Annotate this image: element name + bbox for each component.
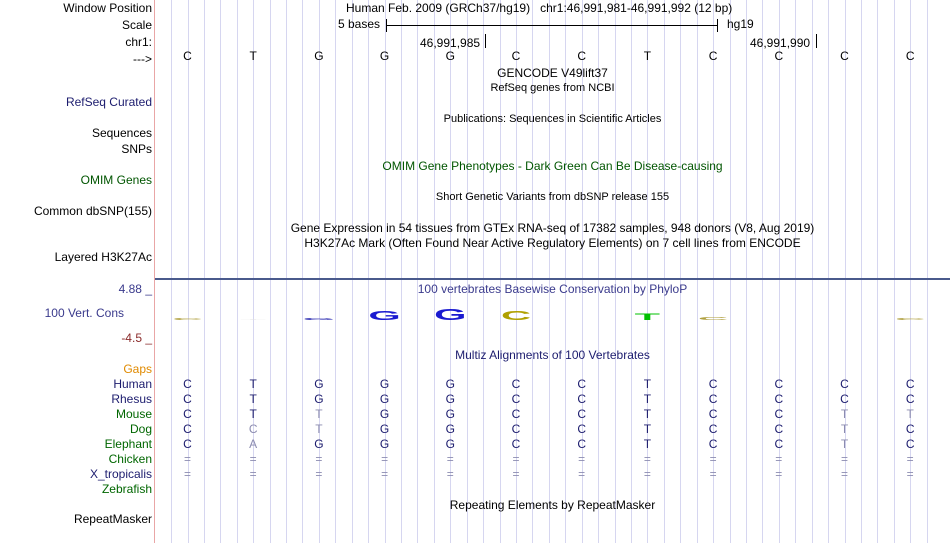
gencode-track-title[interactable]: GENCODE V49lift37 [497, 66, 608, 80]
alignment-base: T [249, 407, 257, 421]
alignment-base: C [511, 422, 521, 436]
scale-bar-left-tick [386, 19, 387, 32]
alignment-base: C [840, 377, 849, 391]
alignment-base: = [578, 452, 586, 466]
species-label: Zebrafish [101, 482, 152, 496]
h3k27ac-track-label[interactable]: Layered H3K27Ac [54, 250, 152, 264]
alignment-base: T [643, 407, 652, 421]
phylop-logo-base: T [634, 311, 661, 323]
alignment-base: = [315, 452, 323, 466]
alignment-base: C [774, 422, 784, 436]
alignment-base: G [445, 437, 455, 451]
alignment-base: C [905, 437, 915, 451]
gaps-label: Gaps [123, 362, 152, 376]
sequence-base: G [379, 49, 390, 63]
alignment-base: = [381, 467, 389, 481]
alignment-base: T [643, 437, 652, 451]
window-position-value: Human Feb. 2009 (GRCh37/hg19) chr1:46,991,981-46,991,992 (12 bp) [346, 1, 733, 15]
alignment-base: C [183, 392, 192, 406]
phylop-logo-base: G [434, 305, 467, 324]
alignment-base: = [775, 452, 783, 466]
multiz-track-title[interactable]: Multiz Alignments of 100 Vertebrates [455, 348, 650, 362]
scale-bar-right-tick [717, 19, 718, 32]
sequence-base: C [905, 49, 915, 63]
alignment-base: = [906, 452, 914, 466]
alignment-base: = [446, 452, 454, 466]
alignment-base: T [840, 422, 849, 436]
scale-right-text: hg19 [727, 17, 754, 31]
alignment-base: C [511, 407, 521, 421]
coord-46991990: 46,991,990 [750, 36, 811, 50]
alignment-base: C [708, 437, 718, 451]
alignment-base: T [643, 377, 652, 391]
alignment-base: T [643, 422, 652, 436]
phylop-logo [155, 300, 950, 330]
sequence-base: C [511, 49, 521, 63]
alignment-base: C [905, 377, 915, 391]
alignment-base: C [774, 392, 784, 406]
omim-track-title[interactable]: OMIM Gene Phenotypes - Dark Green Can Be Disease-causing [382, 159, 723, 173]
alignment-base: = [709, 452, 717, 466]
alignment-base: = [183, 467, 191, 481]
alignment-base: G [379, 377, 390, 391]
scale-label: Scale [121, 18, 152, 32]
coord-tick-1 [485, 34, 486, 48]
scale-bar [386, 25, 718, 26]
phylop-logo-base: C [895, 317, 926, 321]
species-label: Chicken [108, 452, 152, 466]
window-position-label: Window Position [63, 1, 152, 15]
phylop-track-label[interactable]: 100 Vert. Cons [44, 306, 124, 320]
alignment-base: = [446, 467, 454, 481]
alignment-base: G [445, 407, 455, 421]
alignment-base: C [511, 437, 521, 451]
alignment-base: T [249, 392, 257, 406]
alignment-base: C [183, 422, 192, 436]
sequence-base: T [643, 49, 652, 63]
alignment-base: = [906, 467, 914, 481]
alignment-base: C [248, 422, 258, 436]
alignment-base: C [774, 437, 784, 451]
alignment-base: A [249, 437, 258, 451]
dbsnp-track-title[interactable]: Short Genetic Variants from dbSNP release 155 [435, 191, 670, 203]
phylop-logo-base: C [172, 317, 203, 321]
species-label: Elephant [104, 437, 152, 451]
alignment-base: = [578, 467, 586, 481]
phylop-max-label: 4.88 _ [118, 282, 152, 296]
species-label: Mouse [115, 407, 152, 421]
alignment-base: G [379, 392, 390, 406]
alignment-base: G [379, 422, 390, 436]
alignment-base: C [577, 422, 587, 436]
alignment-base: C [183, 437, 192, 451]
species-label: Human [113, 377, 152, 391]
publications-track-title[interactable]: Publications: Sequences in Scientific Articles [443, 113, 662, 125]
alignment-base: C [905, 422, 915, 436]
alignment-base: = [775, 467, 783, 481]
dbsnp-track-label[interactable]: Common dbSNP(155) [33, 204, 152, 218]
gtex-track-title[interactable]: Gene Expression in 54 tissues from GTEx RNA-seq of 17382 samples, 948 donors (V8, Aug 2019) [290, 221, 815, 235]
alignment-base: G [445, 392, 455, 406]
alignment-base: = [183, 452, 191, 466]
alignment-base: C [577, 437, 587, 451]
phylop-logo-base: C [698, 315, 729, 322]
alignment-base: C [774, 407, 784, 421]
alignment-base: G [314, 377, 324, 391]
alignment-base: C [774, 377, 784, 391]
alignment-base: = [840, 452, 848, 466]
alignment-base: G [314, 437, 324, 451]
sequences-track-label[interactable]: Sequences [91, 126, 152, 140]
phylop-logo-base: C [500, 308, 532, 323]
omim-track-label[interactable]: OMIM Genes [80, 173, 152, 187]
alignment-base: G [445, 377, 455, 391]
alignment-base: = [315, 467, 323, 481]
alignment-base: C [183, 377, 192, 391]
refseq-track-title[interactable]: RefSeq genes from NCBI [490, 82, 615, 94]
alignment-base: = [381, 452, 389, 466]
alignment-base: C [708, 392, 718, 406]
alignment-base: T [315, 407, 323, 421]
alignment-base: = [840, 467, 848, 481]
alignment-base: G [379, 437, 390, 451]
alignment-base: C [511, 377, 521, 391]
alignment-base: C [511, 392, 521, 406]
snps-track-label[interactable]: SNPs [121, 142, 152, 156]
alignment-base: = [643, 467, 651, 481]
refseq-track-label[interactable]: RefSeq Curated [65, 95, 152, 109]
alignment-base: = [709, 467, 717, 481]
alignment-base: C [708, 377, 718, 391]
alignment-base: T [840, 437, 849, 451]
sequence-base: G [314, 49, 324, 63]
coord-46991985: 46,991,985 [420, 36, 481, 50]
alignment-base: G [379, 407, 390, 421]
phylop-track-title[interactable]: 100 vertebrates Basewise Conservation by PhyloP [417, 282, 688, 296]
phylop-logo-base: G [302, 317, 336, 321]
species-label: Rhesus [111, 392, 152, 406]
scale-left-text: 5 bases [338, 17, 381, 31]
coord-tick-2 [816, 34, 817, 48]
alignment-base: C [577, 377, 587, 391]
phylop-logo-base: G [368, 308, 401, 323]
species-label: X_tropicalis [89, 467, 152, 481]
alignment-base: G [445, 422, 455, 436]
alignment-base: = [512, 467, 520, 481]
sequence-base: C [840, 49, 849, 63]
alignment-base: C [577, 392, 587, 406]
chrom-label: chr1: [125, 35, 152, 49]
alignment-base: = [249, 452, 257, 466]
sequence-base: T [249, 49, 257, 63]
strand-arrow-label: ---> [133, 52, 152, 66]
alignment-base: G [314, 392, 324, 406]
alignment-base: C [183, 407, 192, 421]
sequence-base: G [445, 49, 455, 63]
sequence-base: C [183, 49, 192, 63]
alignment-base: C [840, 392, 849, 406]
h3k27ac-track-title[interactable]: H3K27Ac Mark (Often Found Near Active Regulatory Elements) on 7 cell lines from ENCODE [304, 236, 801, 250]
repeatmasker-track-title[interactable]: Repeating Elements by RepeatMasker [449, 498, 656, 512]
alignment-base: C [708, 407, 718, 421]
track-separator [155, 278, 950, 280]
alignment-base: C [708, 422, 718, 436]
alignment-base: T [840, 407, 849, 421]
alignment-base: = [512, 452, 520, 466]
sequence-base: C [774, 49, 784, 63]
alignment-base: = [249, 467, 257, 481]
alignment-base: C [905, 392, 915, 406]
alignment-base: T [315, 422, 323, 436]
phylop-logo-base: T [240, 319, 266, 321]
alignment-base: T [249, 377, 257, 391]
alignment-base: C [577, 407, 587, 421]
repeatmasker-track-label[interactable]: RepeatMasker [73, 512, 152, 526]
alignment-base: = [643, 452, 651, 466]
sequence-base: C [708, 49, 718, 63]
species-label: Dog [129, 422, 152, 436]
phylop-min-label: -4.5 _ [121, 331, 152, 345]
alignment-base: T [643, 392, 652, 406]
alignment-base: T [906, 407, 914, 421]
sequence-base: C [577, 49, 587, 63]
